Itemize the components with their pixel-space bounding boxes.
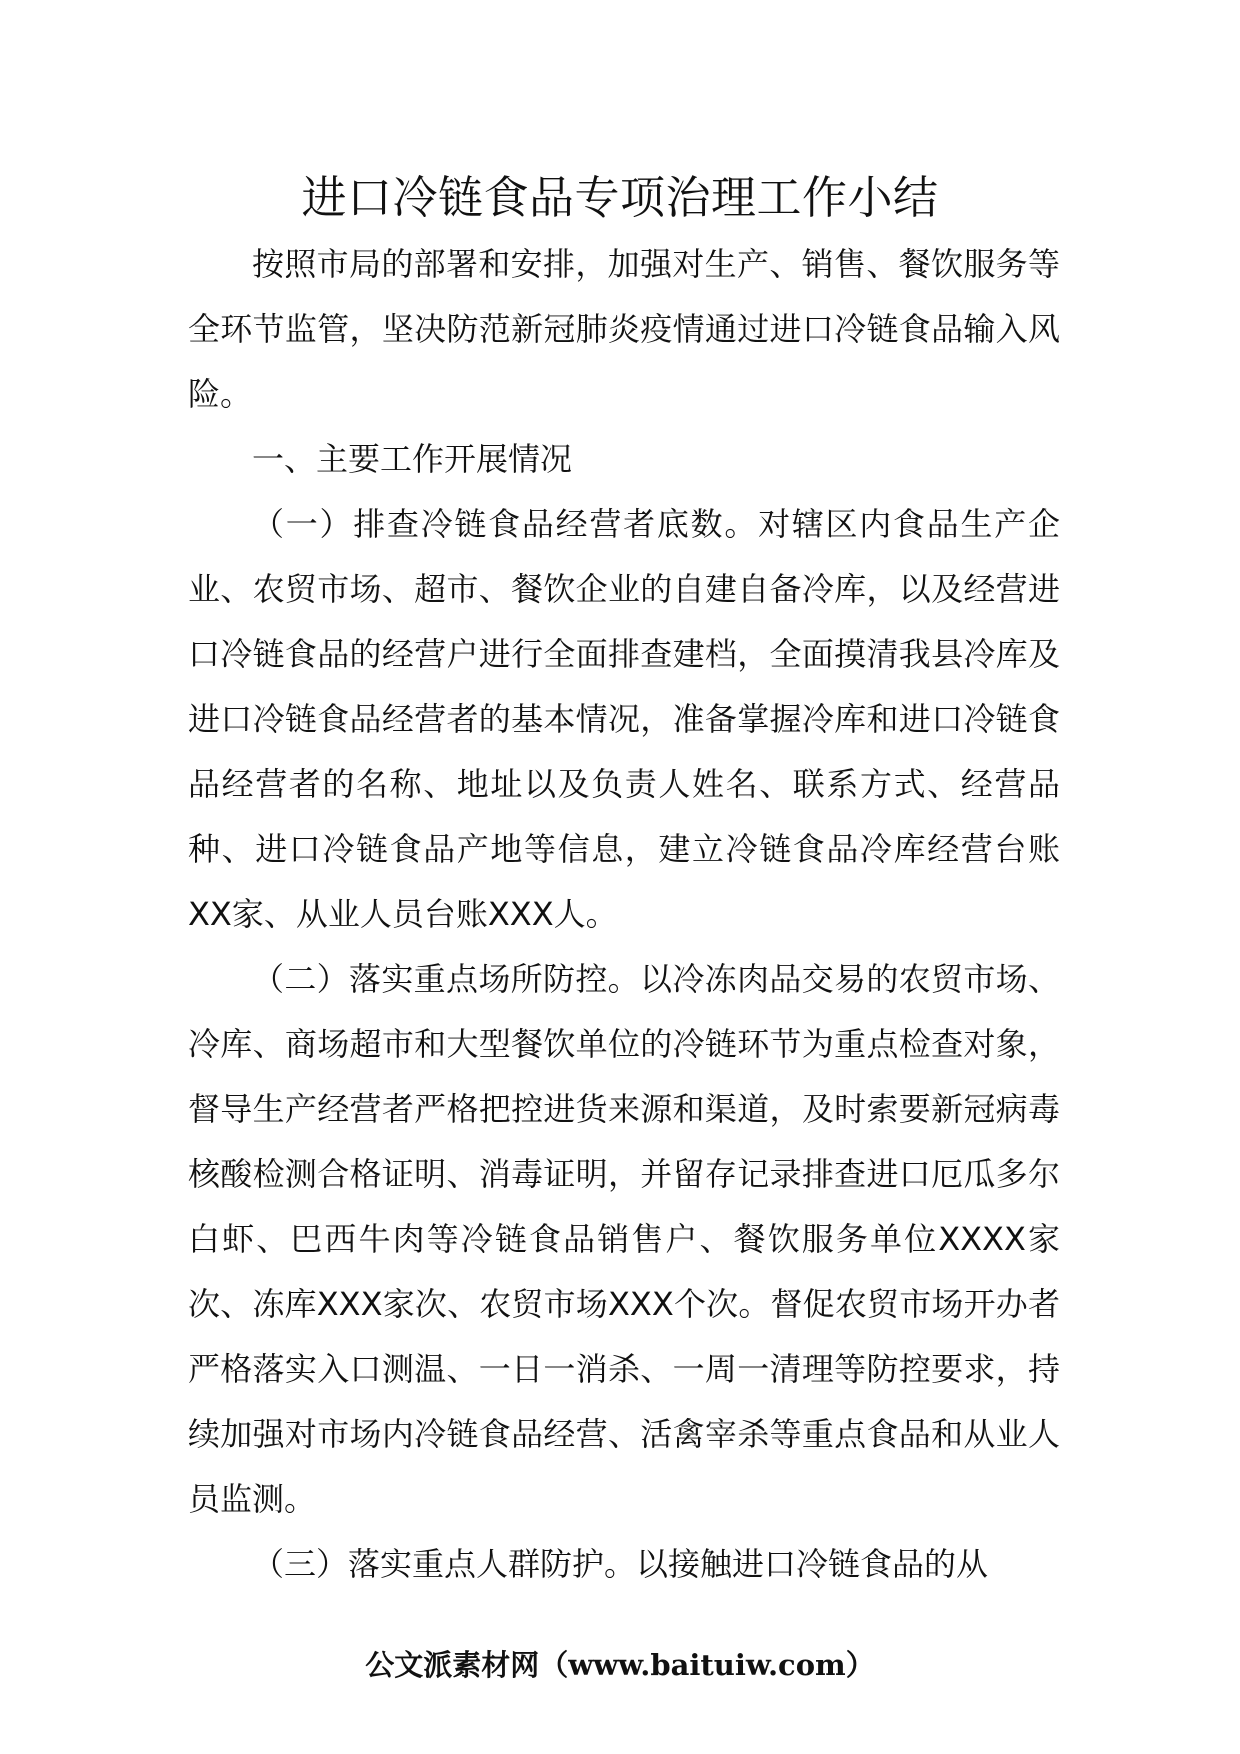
paragraph-item-2: （二）落实重点场所防控。以冷冻肉品交易的农贸市场、冷库、商场超市和大型餐饮单位的冷链环节为重点检查对象，督导生产经营者严格把控进货来源和渠道，及时索要新冠病毒核酸检测合格证明、消毒证明，并留存记录排查进口厄瓜多尔白虾、巴西牛肉等冷链食品销售户、餐饮服务单位XXXX家次、冻库XXX家次、农贸市场XXX个次。督促农贸市场开办者严格落实入口测温、一日一消杀、一周一清理等防控要求，持续加强对市场内冷链食品经营、活禽宰杀等重点食品和从业人员监测。 [188,960,1060,1518]
document-title: 进口冷链食品专项治理工作小结 [301,171,939,224]
intro-paragraph: 按照市局的部署和安排，加强对生产、销售、餐饮服务等全环节监管，坚决防范新冠肺炎疫情通过进口冷链食品输入风险。 [188,245,1060,413]
paragraph-item-1: （一）排查冷链食品经营者底数。对辖区内食品生产企业、农贸市场、超市、餐饮企业的自建自备冷库，以及经营进口冷链食品的经营户进行全面排查建档，全面摸清我县冷库及进口冷链食品经营者的基本情况，准备掌握冷库和进口冷链食品经营者的名称、地址以及负责人姓名、联系方式、经营品种、进口冷链食品产地等信息，建立冷链食品冷库经营台账XX家、从业人员台账XXX人。 [188,505,1060,933]
footer-watermark: 公文派素材网（www.baituiw.com） [365,1648,875,1682]
section-heading: 一、主要工作开展情况 [252,440,573,478]
document-body [188,232,1060,1597]
paragraph-item-3: （三）落实重点人群防护。以接触进口冷链食品的从 [252,1545,989,1583]
